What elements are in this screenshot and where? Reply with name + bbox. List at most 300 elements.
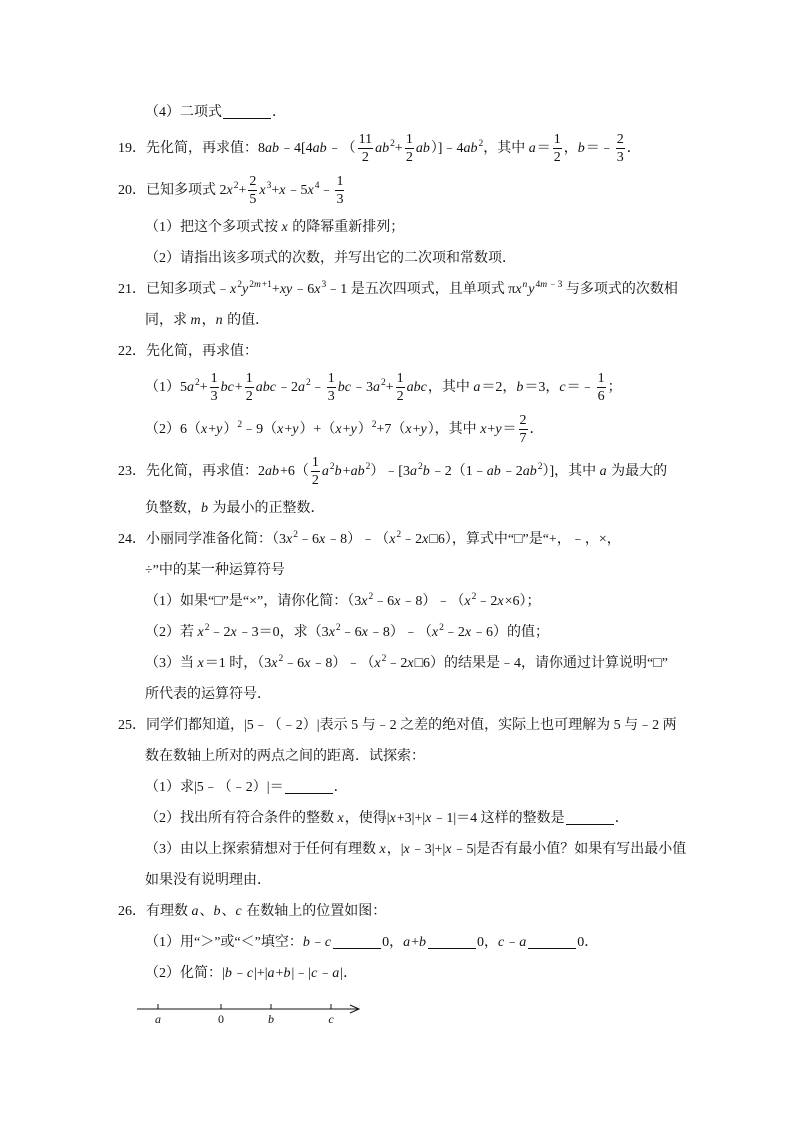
text-run: ﹣6 (373, 594, 395, 609)
text-run: （1）如果“□”是“×”，请你化简：（3 (145, 594, 362, 609)
question-item (0, 451, 794, 493)
math-variable: a (403, 935, 411, 950)
math-variable: b (577, 141, 585, 156)
math-variable: x (389, 532, 396, 547)
text-run: 2 (396, 389, 404, 405)
math-variable: a (321, 464, 329, 479)
text-run: ， (563, 141, 578, 156)
text-run: 1 (210, 371, 218, 387)
text-run: 数在数轴上所对的两点之间的距离．试探索： (145, 749, 425, 764)
math-variable: x (314, 282, 321, 297)
text-run: （3）由以上探索猜想对于任何有理数 (145, 842, 380, 857)
text-run: ÷”中的某一种运算符号 (145, 563, 285, 578)
question-text-line (0, 305, 794, 336)
text-run: ﹣1 是五次四项式，且单项式 π (326, 282, 516, 297)
question-number: 25． (118, 718, 146, 733)
math-variable: b (213, 904, 221, 919)
fraction-numerator (597, 371, 606, 388)
question-list (0, 97, 794, 1029)
text-run: 2 (278, 654, 284, 664)
fraction-numerator (519, 413, 528, 430)
math-variable: x (271, 656, 278, 671)
math-variable: bc (220, 380, 234, 395)
text-run: +7（ (376, 422, 406, 437)
text-run: 如果没有说明理由． (145, 873, 271, 888)
math-variable: a (519, 935, 527, 950)
math-variable: ab (265, 464, 279, 479)
text-run: ﹣8）﹣（ (326, 532, 390, 547)
text-run: （3）当 (145, 656, 198, 671)
fraction-numerator (358, 132, 373, 149)
text-run: 2 (245, 389, 253, 405)
text-run: ﹣ (505, 935, 520, 950)
text-run: 的值． (223, 313, 270, 328)
text-run: + (234, 380, 243, 395)
text-run: |． (340, 966, 358, 981)
question-text-line (0, 493, 794, 524)
question-text-line (0, 243, 794, 274)
math-variable: x (394, 594, 401, 609)
text-run: + (238, 183, 247, 198)
text-run: 2 (381, 654, 387, 664)
text-run: +3|+| (396, 811, 426, 826)
text-run: 2 (519, 413, 527, 429)
text-run: 在数轴上的位置如图： (242, 904, 387, 919)
text-run: 2 (478, 139, 484, 149)
question-item (0, 524, 794, 555)
text-run: |+| (254, 966, 268, 981)
text-run: 2 (396, 530, 402, 540)
math-variable: a (298, 380, 305, 395)
text-run: ． (614, 811, 629, 826)
math-variable: xy (279, 282, 293, 297)
text-run: 2 (368, 592, 374, 602)
math-variable: y (495, 422, 502, 437)
fraction-denominator (327, 388, 336, 404)
text-run: 2 (537, 462, 543, 472)
math-variable: x (389, 811, 396, 826)
math-variable: x (425, 811, 432, 826)
math-variable: y (241, 282, 249, 297)
question-item (0, 896, 794, 927)
text-run: 的降幂重新排列； (288, 220, 405, 235)
answer-blank[interactable] (333, 936, 381, 949)
math-variable: x (405, 422, 412, 437)
text-run: 6 (597, 389, 605, 405)
text-run: 3 (266, 181, 272, 191)
math-variable: x (445, 842, 452, 857)
fraction (597, 371, 606, 404)
math-variable: ab (415, 141, 430, 156)
text-run: + (271, 282, 280, 297)
math-variable: y (292, 422, 299, 437)
fraction-denominator (335, 191, 344, 207)
text-run: □6）的结果是﹣4，请你通过计算说明“□” (414, 656, 668, 671)
text-run: ﹣3 (351, 380, 373, 395)
text-run: ﹣（ (327, 141, 356, 156)
math-variable: c (246, 966, 254, 981)
math-variable: b (422, 464, 430, 479)
math-variable: x (197, 625, 204, 640)
question-item (0, 170, 794, 212)
text-run: ﹣ (310, 380, 325, 395)
text-run: + (275, 966, 284, 981)
answer-blank[interactable] (285, 781, 333, 794)
text-run: 2 (439, 623, 444, 633)
math-variable: b (418, 935, 426, 950)
text-run: ﹣2 (501, 464, 523, 479)
text-run: ＝ (502, 422, 517, 437)
text-run: 为最小的正整数． (209, 501, 325, 516)
fraction-denominator (210, 388, 219, 404)
text-run: 2 (195, 378, 200, 388)
text-run: ）]，其中 (542, 464, 600, 479)
text-run: + (284, 422, 293, 437)
fraction-numerator (396, 371, 405, 388)
math-variable: n (522, 280, 528, 290)
text-run: ﹣9（ (242, 422, 278, 437)
text-run: ． (529, 422, 544, 437)
text-run: 2 (249, 174, 257, 190)
math-variable: a (473, 380, 481, 395)
math-variable: b (302, 935, 310, 950)
math-variable: x (480, 422, 487, 437)
text-run: + (199, 380, 208, 395)
text-run: 0， (382, 935, 404, 950)
math-variable: x (328, 625, 335, 640)
text-run: ﹣2（1﹣ (430, 464, 487, 479)
math-variable: c (559, 380, 566, 395)
fraction-denominator (396, 388, 405, 404)
fraction-denominator (553, 149, 562, 165)
fraction (358, 132, 373, 165)
text-run: + (342, 422, 351, 437)
math-variable: x (515, 282, 522, 297)
question-number: 23． (118, 464, 146, 479)
text-run: ），其中 (427, 422, 481, 437)
answer-blank[interactable] (528, 936, 576, 949)
fraction-denominator (597, 388, 606, 404)
text-run: 2 (335, 623, 341, 633)
math-variable: x (497, 594, 504, 609)
text-run: 2 (616, 132, 624, 148)
text-run: ＝3， (524, 380, 560, 395)
fraction-denominator (519, 430, 528, 446)
math-variable: x (318, 532, 326, 547)
text-run: 2 (471, 592, 477, 602)
text-run: （2）找出所有符合条件的整数 (145, 811, 338, 826)
math-variable: x (464, 594, 471, 609)
text-run: 1 (597, 371, 605, 387)
fraction-numerator (210, 371, 219, 388)
fraction-numerator (335, 174, 344, 191)
text-run: 2 (293, 530, 298, 540)
fraction (553, 132, 562, 165)
text-run: 同学们都知道，|5﹣（﹣2）|表示 5 与﹣2 之差的绝对值，实际上也可理解为 5 与﹣2 两 (146, 718, 677, 733)
text-run: 2 (311, 473, 319, 489)
answer-blank[interactable] (566, 812, 614, 825)
text-run: + (385, 380, 394, 395)
text-run: 有理数 (146, 904, 192, 919)
math-variable: x (277, 422, 284, 437)
text-run: ﹣2 (277, 380, 298, 395)
text-run: 3 (321, 280, 327, 290)
number-line-label: b (268, 1012, 274, 1026)
superscript (536, 280, 563, 290)
math-variable: x (361, 625, 368, 640)
math-variable: y (420, 422, 427, 437)
text-run: □6），算式中“□”是“+，﹣，×， (429, 532, 621, 547)
fraction (335, 174, 344, 207)
superscript (249, 280, 272, 290)
text-run: 已知多项式 2 (146, 183, 227, 198)
question-text-line (0, 586, 794, 617)
text-run: ﹣6 (340, 625, 362, 640)
question-text-line (0, 367, 794, 409)
math-variable: b (224, 966, 232, 981)
math-variable: ab (350, 464, 365, 479)
text-run: 3 (336, 192, 344, 208)
text-run: ﹣ (310, 935, 325, 950)
text-run: 2 (329, 462, 335, 472)
fraction-numerator (248, 174, 257, 191)
text-run: 1 (327, 371, 335, 387)
fraction-numerator (311, 455, 320, 472)
text-run: +1 (261, 280, 272, 290)
text-run: ﹣6）的值； (472, 625, 550, 640)
text-run: 2 (361, 150, 369, 166)
math-variable: x (374, 656, 381, 671)
text-run: （2）请指出该多项式的次数，并写出它的二次项和常数项． (145, 251, 516, 266)
question-text-line (0, 865, 794, 896)
math-variable: y (216, 422, 223, 437)
text-run: （1）5 (145, 380, 187, 395)
math-variable: x (259, 183, 266, 198)
text-run: ﹣ (232, 966, 247, 981)
question-text-line (0, 741, 794, 772)
fraction (405, 132, 414, 165)
text-run: ﹣2 (476, 594, 498, 609)
math-variable: x (230, 282, 237, 297)
math-variable: abc (255, 380, 276, 395)
text-run: ，| (386, 842, 404, 857)
text-run: ﹣2 (401, 532, 423, 547)
question-text-line (0, 555, 794, 586)
text-run: 2 (553, 150, 561, 166)
number-line-label: c (328, 1012, 334, 1026)
math-variable: x (422, 532, 429, 547)
text-run: 2 (405, 150, 413, 166)
question-item (0, 336, 794, 367)
question-text-line (0, 648, 794, 679)
math-variable: x (307, 183, 314, 198)
math-variable: c (235, 904, 242, 919)
math-variable: x (201, 422, 208, 437)
math-variable: y (528, 282, 535, 297)
text-run: （4）二项式 (145, 105, 222, 120)
text-run: ﹣3 (548, 280, 563, 290)
text-run: ＝ (536, 141, 551, 156)
text-run: ＝﹣ (585, 141, 614, 156)
text-run: （1）把这个多项式按 (145, 220, 282, 235)
math-variable: x (281, 220, 288, 235)
text-run: |﹣| (291, 966, 312, 981)
text-run: 先化简，再求值：8 (146, 141, 265, 156)
text-run: 2 (233, 181, 239, 191)
question-text-line (0, 212, 794, 243)
fraction-denominator (405, 149, 414, 165)
fraction (245, 371, 254, 404)
text-run: 1 (336, 174, 344, 190)
text-run: （1）求|5﹣（﹣2）|＝ (145, 780, 284, 795)
text-run: 5 (249, 192, 257, 208)
fraction-denominator (245, 388, 254, 404)
text-run: 1 (405, 132, 413, 148)
text-run: ． (272, 105, 286, 120)
math-variable: x (337, 811, 344, 826)
text-run: 3 (210, 389, 218, 405)
fraction-numerator (405, 132, 414, 149)
math-variable: m (190, 313, 201, 328)
math-variable: c (497, 935, 505, 950)
superscript (330, 462, 335, 472)
text-run: 为最大的 (607, 464, 668, 479)
text-run: ﹣2 (443, 625, 465, 640)
text-run: 与多项式的次数相 (562, 282, 678, 297)
text-run: + (342, 464, 351, 479)
text-run: 负整数， (145, 501, 201, 516)
text-run: ，使得| (344, 811, 390, 826)
math-variable: a (599, 464, 607, 479)
text-run: ，其中 (427, 380, 474, 395)
question-item (0, 128, 794, 170)
text-run: 4 (535, 280, 541, 290)
text-run: 4 (314, 181, 320, 191)
math-variable: a (372, 380, 380, 395)
math-variable: m (540, 280, 548, 290)
answer-blank[interactable] (428, 936, 476, 949)
text-run: 1 (245, 371, 253, 387)
text-run: + (271, 183, 280, 198)
text-run: + (412, 422, 421, 437)
math-variable: a (528, 141, 536, 156)
answer-blank[interactable] (223, 106, 271, 119)
fraction-numerator (245, 371, 254, 388)
text-run: 小丽同学准备化简：（3 (146, 532, 286, 547)
question-text-line (0, 834, 794, 865)
math-variable: c (324, 935, 332, 950)
math-variable: ab (375, 141, 390, 156)
question-item (0, 274, 794, 305)
math-variable: a (409, 464, 417, 479)
question-number: 26． (118, 904, 146, 919)
text-run: 2 (249, 280, 254, 290)
number-line-svg (0, 989, 794, 1029)
question-text-line (0, 617, 794, 648)
text-run: 2 (237, 280, 242, 290)
math-variable: a (187, 380, 194, 395)
math-variable: x (226, 183, 233, 198)
text-run: ﹣2 (209, 625, 231, 640)
text-run: ＝2， (481, 380, 517, 395)
math-variable: x (431, 625, 439, 640)
text-run: 1 (311, 455, 319, 471)
question-text-line (0, 772, 794, 803)
text-run: ﹣8）﹣（ (401, 594, 465, 609)
text-run: 2 (380, 378, 386, 388)
text-run: 2 (390, 139, 395, 149)
text-run: ）+（ (299, 422, 336, 437)
text-run: ） (357, 422, 372, 437)
math-variable: x (403, 842, 410, 857)
fraction-denominator (358, 149, 373, 165)
question-number: 21． (118, 282, 146, 297)
text-run: + (487, 422, 496, 437)
text-run: 1 (553, 132, 561, 148)
text-run: 同，求 (145, 313, 191, 328)
text-run: 2 (417, 462, 423, 472)
text-run: 2 (204, 623, 210, 633)
fraction (396, 371, 405, 404)
text-run: +6（ (280, 464, 309, 479)
math-variable: x (279, 183, 286, 198)
text-run: ﹣5 (286, 183, 308, 198)
fraction-numerator (616, 132, 625, 149)
text-run: ﹣3|+| (410, 842, 446, 857)
text-run: 3 (616, 150, 624, 166)
text-run: 先化简，再求值： (146, 344, 258, 359)
question-number: 20． (118, 183, 146, 198)
text-run: ＝﹣ (566, 380, 595, 395)
math-variable: x (286, 532, 293, 547)
fraction (311, 455, 320, 488)
fraction (210, 371, 219, 404)
text-run: ﹣4[4 (280, 141, 313, 156)
math-variable: a (332, 966, 340, 981)
math-variable: c (311, 966, 318, 981)
text-run: 2 (306, 378, 311, 388)
question-text-line (0, 927, 794, 958)
fraction (248, 174, 257, 207)
text-run: ﹣6 (297, 532, 319, 547)
text-run: 、 (199, 904, 214, 919)
math-variable: x (230, 625, 237, 640)
question-text-line (0, 958, 794, 989)
math-variable: ab (312, 141, 327, 156)
text-run: ﹣3＝0，求（3 (237, 625, 329, 640)
math-variable: n (215, 313, 223, 328)
text-run: 0． (577, 935, 599, 950)
text-run: 、 (221, 904, 236, 919)
question-number: 22． (118, 344, 146, 359)
text-run: （2）6（ (145, 422, 201, 437)
text-run: 先化简，再求值：2 (146, 464, 265, 479)
math-variable: x (464, 625, 472, 640)
text-run: ×6）； (504, 594, 541, 609)
text-run: 2 (237, 420, 243, 430)
text-run: ﹣5|是否有最小值？如果有写出最小值 (452, 842, 687, 857)
text-run: ﹣8）﹣（ (311, 656, 375, 671)
math-variable: b (201, 501, 208, 516)
text-run: ＝1 时，（3 (204, 656, 272, 671)
math-variable: bc (337, 380, 351, 395)
text-run: ﹣1|＝4 这样的整数是 (432, 811, 565, 826)
math-variable: x (407, 656, 414, 671)
text-run: （1）用“＞”或“＜”填空： (145, 935, 303, 950)
text-run: ﹣6 (293, 282, 315, 297)
number-line-label: 0 (218, 1012, 224, 1026)
text-run: 7 (519, 431, 527, 447)
